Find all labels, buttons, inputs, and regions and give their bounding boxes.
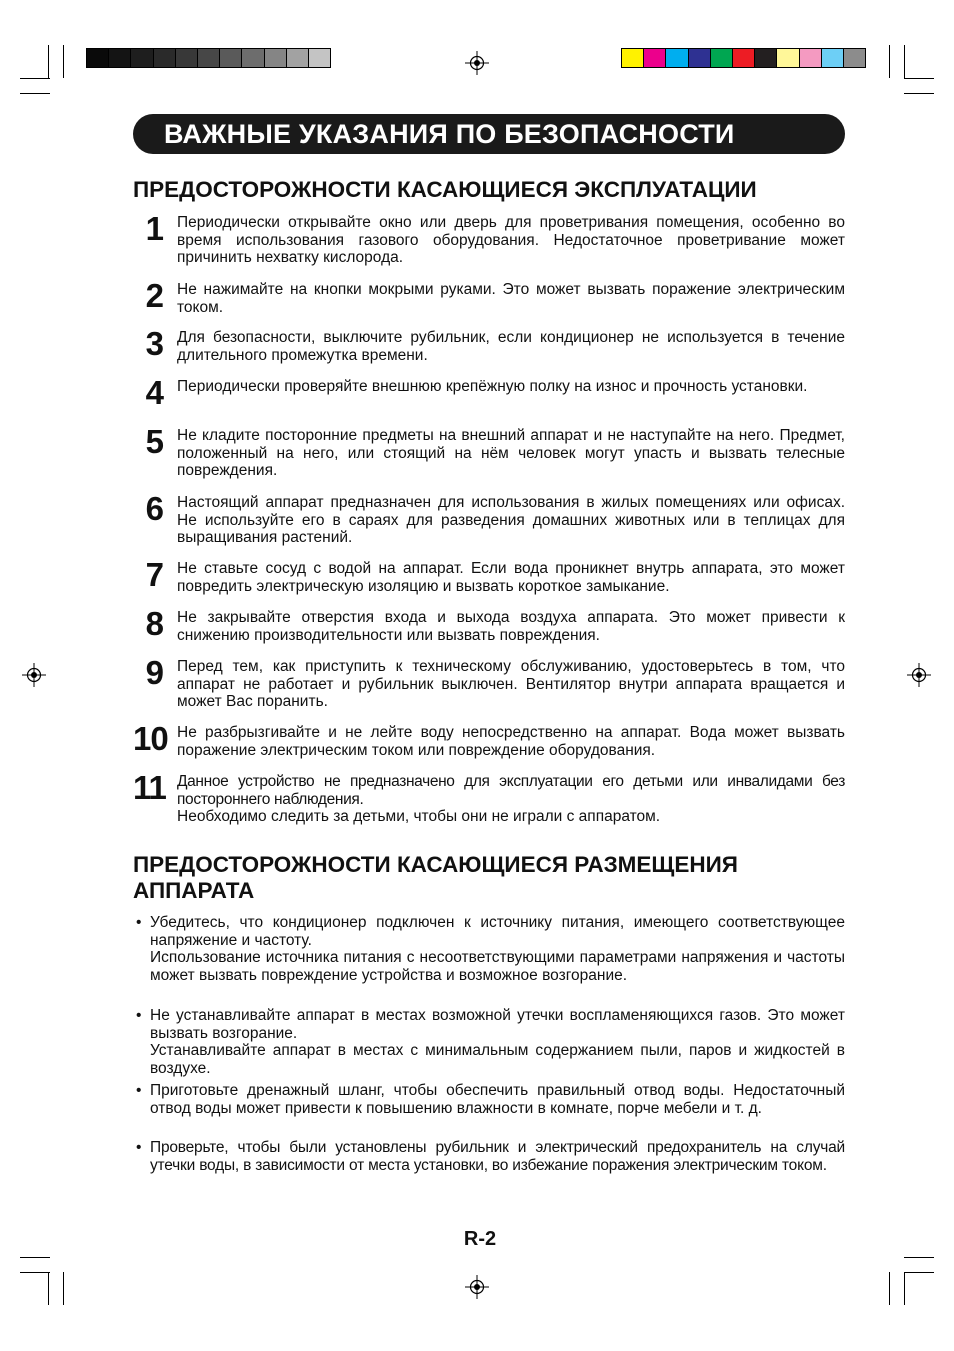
- crop-mark: [20, 1272, 50, 1273]
- crop-mark: [20, 1257, 50, 1258]
- bullet-marker: •: [136, 1082, 142, 1099]
- crop-mark: [48, 1272, 49, 1305]
- bullet-text: Проверьте, чтобы были установлены рубильник и электрический предохранитель на случай утечки воды, в зависимости от места установки, во избежание поражения электрическим током.: [150, 1139, 845, 1174]
- gray-swatch: [242, 49, 264, 67]
- item-number: 5: [145, 423, 163, 460]
- crop-mark: [63, 45, 64, 78]
- section-heading-installation: ПРЕДОСТОРОЖНОСТИ КАСАЮЩИЕСЯ РАЗМЕЩЕНИЯ АППАРАТА: [133, 852, 738, 903]
- page-title: ВАЖНЫЕ УКАЗАНИЯ ПО БЕЗОПАСНОСТИ: [133, 114, 845, 154]
- item-text: Периодически открывайте окно или дверь для проветривания помещения, особенно во время использования газового оборудования. Недостаточное проветривание может причинить нехватку кислорода.: [177, 214, 845, 266]
- bullet-marker: •: [136, 914, 142, 931]
- registration-target-icon: [907, 663, 931, 687]
- crop-mark: [904, 1257, 934, 1258]
- item-number: 3: [145, 325, 163, 362]
- crop-mark: [20, 93, 50, 94]
- gray-swatch: [131, 49, 153, 67]
- item-text: Перед тем, как приступить к техническому обслуживанию, удостоверьтесь в том, что аппарат не работает и рубильник выключен. Вентилятор внутри аппарата вращается и может Вас поранить.: [177, 658, 845, 710]
- crop-mark: [904, 45, 905, 78]
- crop-mark: [48, 45, 49, 78]
- gray-swatch: [109, 49, 131, 67]
- registration-target-icon: [22, 663, 46, 687]
- gray-swatch: [309, 49, 330, 67]
- registration-target-icon: [465, 51, 489, 75]
- crop-mark: [904, 78, 934, 79]
- bullet-text: Приготовьте дренажный шланг, чтобы обеспечить правильный отвод воды. Недостаточный отвод воды может привести к повышению влажности в комнате, порче мебели и т. д.: [150, 1082, 845, 1117]
- gray-swatch: [154, 49, 176, 67]
- color-swatch: [644, 49, 666, 67]
- color-swatch: [822, 49, 844, 67]
- bullet-text: Убедитесь, что кондиционер подключен к источнику питания, имеющего соответствующее напряжение и частоту. Использование источника питания с несоответствующими параметрами напряжения и частоты может вызвать повреждение устройства и возможное возгорание.: [150, 914, 845, 984]
- gray-swatch: [287, 49, 309, 67]
- crop-mark: [889, 1272, 890, 1305]
- bullet-marker: •: [136, 1007, 142, 1024]
- item-text: Периодически проверяйте внешнюю крепёжную полку на износ и прочность установки.: [177, 378, 808, 395]
- item-text: Для безопасности, выключите рубильник, если кондиционер не используется в течение длительного промежутка времени.: [177, 329, 845, 364]
- bullet-marker: •: [136, 1139, 142, 1156]
- color-swatch: [711, 49, 733, 67]
- item-number: 7: [145, 556, 163, 593]
- color-swatch: [844, 49, 865, 67]
- item-number: 8: [145, 605, 163, 642]
- color-calibration-bar: [621, 48, 866, 68]
- crop-mark: [63, 1272, 64, 1305]
- page-number: R-2: [463, 1228, 497, 1250]
- color-swatch: [800, 49, 822, 67]
- color-swatch: [733, 49, 755, 67]
- item-text: Не ставьте сосуд с водой на аппарат. Если вода проникнет внутрь аппарата, это может повредить электрическую изоляцию и вызвать короткое замыкание.: [177, 560, 845, 595]
- gray-swatch: [198, 49, 220, 67]
- item-number: 4: [145, 374, 163, 411]
- color-swatch: [689, 49, 711, 67]
- item-number: 9: [145, 654, 163, 691]
- color-swatch: [666, 49, 688, 67]
- item-number: 11: [133, 769, 166, 806]
- color-swatch: [755, 49, 777, 67]
- gray-swatch: [87, 49, 109, 67]
- item-text: Настоящий аппарат предназначен для использования в жилых помещениях или офисах. Не используйте его в сараях для разведения домашних животных или в теплицах для выращивания растений.: [177, 494, 845, 546]
- bullet-text: Не устанавливайте аппарат в местах возможной утечки воспламеняющихся газов. Это может вызвать возгорание. Устанавливайте аппарат в местах с минимальным содержанием пыли, паров и жидкостей в воздухе.: [150, 1007, 845, 1077]
- gray-swatch: [265, 49, 287, 67]
- item-number: 6: [145, 490, 163, 527]
- item-text: Данное устройство не предназначено для эксплуатации его детьми или инвалидами без постороннего наблюдения. Необходимо следить за детьми, чтобы они не играли с аппаратом.: [177, 773, 845, 825]
- crop-mark: [20, 78, 50, 79]
- item-number: 10: [133, 720, 168, 757]
- crop-mark: [904, 1272, 934, 1273]
- gray-swatch: [220, 49, 242, 67]
- gray-swatch: [176, 49, 198, 67]
- item-number: 2: [145, 277, 163, 314]
- item-text: Не кладите посторонние предметы на внешний аппарат и не наступайте на него. Предмет, положенный на него, или стоящий на нём человек могут упасть и вызвать телесные повреждения.: [177, 427, 845, 479]
- item-number: 1: [145, 210, 163, 247]
- section-heading-operation: ПРЕДОСТОРОЖНОСТИ КАСАЮЩИЕСЯ ЭКСПЛУАТАЦИИ: [133, 177, 757, 202]
- crop-mark: [904, 1272, 905, 1305]
- crop-mark: [889, 45, 890, 78]
- color-swatch: [777, 49, 799, 67]
- crop-mark: [904, 93, 934, 94]
- color-swatch: [622, 49, 644, 67]
- item-text: Не разбрызгивайте и не лейте воду непосредственно на аппарат. Вода может вызвать поражение электрическим током или повреждение оборудования.: [177, 724, 845, 759]
- item-text: Не нажимайте на кнопки мокрыми руками. Это может вызвать поражение электрическим током.: [177, 281, 845, 316]
- grayscale-calibration-bar: [86, 48, 331, 68]
- registration-target-icon: [465, 1275, 489, 1299]
- item-text: Не закрывайте отверстия входа и выхода воздуха аппарата. Это может привести к снижению производительности или вызвать повреждения.: [177, 609, 845, 644]
